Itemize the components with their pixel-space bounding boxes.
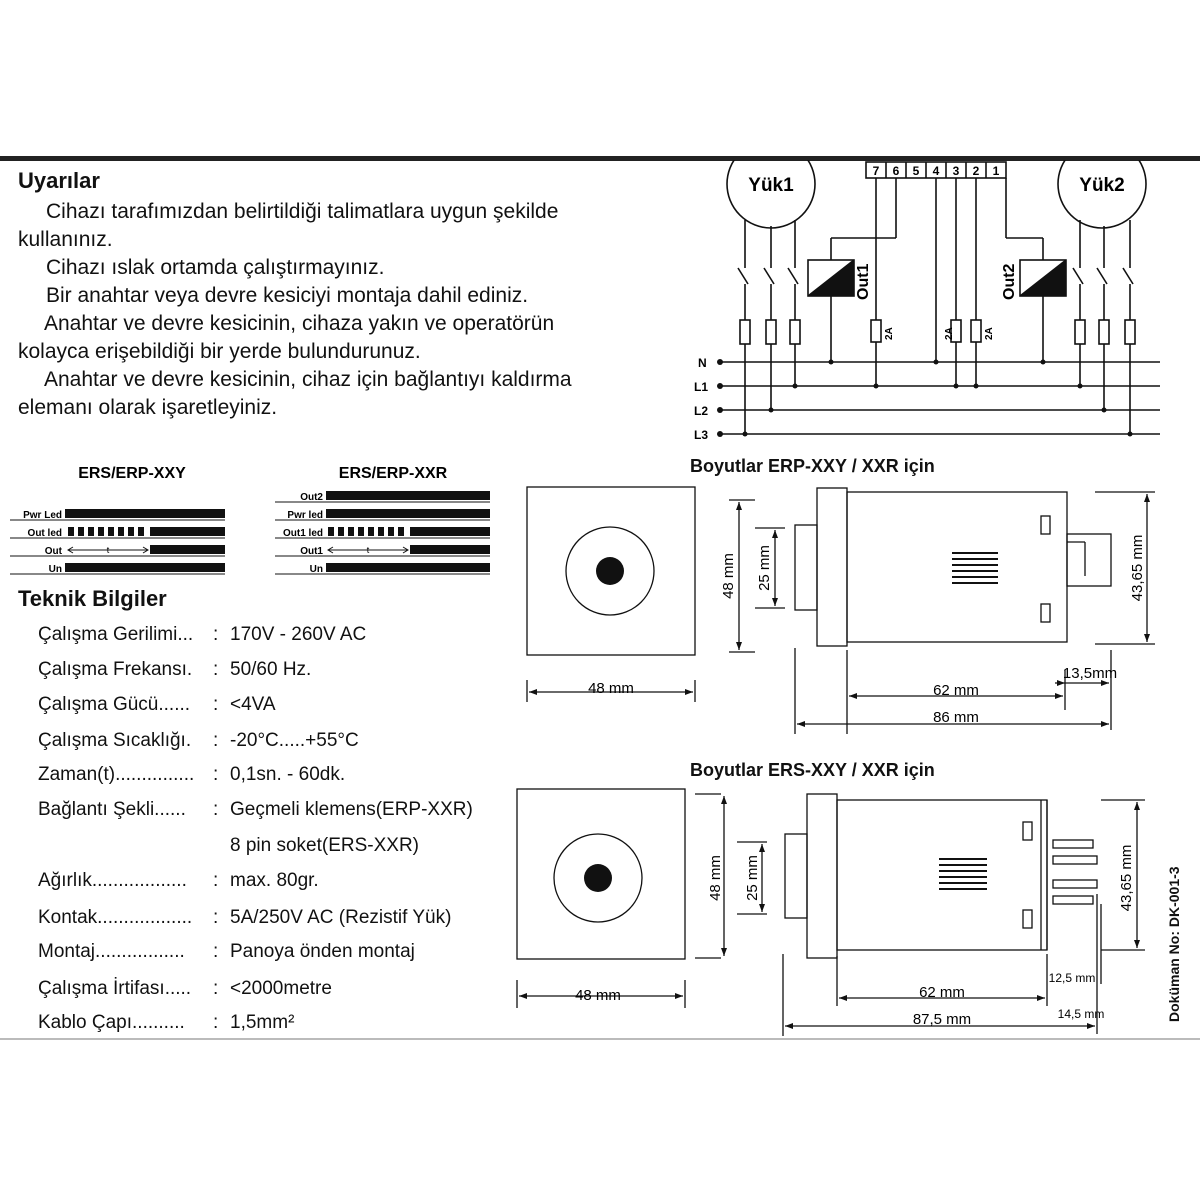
load1-label: Yük1 <box>748 175 794 196</box>
timing-left-label-1: Pwr Led <box>23 510 62 521</box>
load2-label: Yük2 <box>1079 175 1125 196</box>
erp-side-height: 43,65 mm <box>1129 534 1146 602</box>
line-l2: L2 <box>694 404 709 418</box>
timing-right-label-1: Out2 <box>300 492 323 503</box>
spec-label: Çalışma Sıcaklığı. <box>38 730 192 751</box>
terminal-6: 6 <box>892 164 900 178</box>
bottom-rule <box>0 1038 1200 1040</box>
line-n: N <box>698 356 707 370</box>
spec-label: Ağırlık.................. <box>38 870 187 891</box>
spec-label: Çalışma Frekansı. <box>38 659 193 680</box>
spec-label: Kontak.................. <box>38 907 193 928</box>
timing-left-title: ERS/ERP-XXY <box>78 465 186 482</box>
warnings-title: Uyarılar <box>18 168 100 193</box>
timing-right-title: ERS/ERP-XXR <box>338 465 448 482</box>
erp-depth2: 86 mm <box>933 709 979 726</box>
spec-value: 5A/250V AC (Rezistif Yük) <box>230 907 452 928</box>
timing-left-label-3: Out <box>44 546 62 557</box>
dims-ers-drawing <box>505 784 1165 1036</box>
spec-label: Kablo Çapı.......... <box>38 1012 185 1033</box>
terminal-3: 3 <box>952 164 960 178</box>
ers-pin1: 12,5 mm <box>1048 971 1096 985</box>
spec-label: Montaj................. <box>38 941 185 962</box>
fuse3-label: 2A <box>984 327 995 340</box>
timing-left-label-4: Un <box>48 564 62 575</box>
ers-depth2: 87,5 mm <box>912 1011 972 1028</box>
terminal-4: 4 <box>932 164 940 178</box>
spec-value: 50/60 Hz. <box>230 659 312 680</box>
line-l1: L1 <box>694 380 709 394</box>
ers-front-width: 48 mm <box>575 987 621 1004</box>
terminal-7: 7 <box>872 164 880 178</box>
spec-value: Panoya önden montaj <box>230 941 415 962</box>
erp-inner: 25 mm <box>756 545 773 591</box>
timing-left-label-2: Out led <box>27 528 62 539</box>
ers-depth1: 62 mm <box>919 984 965 1001</box>
ers-height: 48 mm <box>707 855 724 901</box>
warning-line-8: elemanı olarak işaretleyiniz. <box>18 396 278 419</box>
warning-line-5: Anahtar ve devre kesicinin, cihaza yakın ve operatörün <box>44 312 555 335</box>
spec-label: Zaman(t)............... <box>38 764 195 785</box>
spec-label: Çalışma Gerilimi... <box>38 624 194 645</box>
fuse2-label: 2A <box>944 327 955 340</box>
spec-value: <4VA <box>230 694 276 715</box>
spec-label: Bağlantı Şekli...... <box>38 799 186 820</box>
erp-depth1: 62 mm <box>933 682 979 699</box>
ers-inner: 25 mm <box>744 855 761 901</box>
erp-height: 48 mm <box>720 553 737 599</box>
specs-title: Teknik Bilgiler <box>18 586 167 611</box>
ers-side-height: 43,65 mm <box>1118 844 1135 912</box>
timing-diagrams <box>10 458 500 582</box>
spec-label: Çalışma Gücü...... <box>38 694 191 715</box>
fuse1-label: 2A <box>884 327 895 340</box>
timing-right-label-2: Pwr led <box>287 510 323 521</box>
out1-label: Out1 <box>855 263 872 300</box>
line-l3: L3 <box>694 428 709 442</box>
timing-right-t: t <box>366 545 370 555</box>
erp-term: 13,5mm <box>1062 665 1118 682</box>
spec-value: 1,5mm² <box>230 1012 295 1033</box>
dims-ers-title: Boyutlar ERS-XXY / XXR için <box>690 760 935 780</box>
terminal-5: 5 <box>912 164 920 178</box>
ers-pin2: 14,5 mm <box>1057 1007 1105 1021</box>
warning-line-2: kullanınız. <box>18 228 113 251</box>
warning-line-4: Bir anahtar veya devre kesiciyi montaja dahil ediniz. <box>46 284 529 307</box>
spec-value: Geçmeli klemens(ERP-XXR) <box>230 799 473 820</box>
warning-line-1: Cihazı tarafımızdan belirtildiği talimatlara uygun şekilde <box>46 200 559 223</box>
out2-label: Out2 <box>1001 263 1018 300</box>
warning-line-7: Anahtar ve devre kesicinin, cihaz için bağlantıyı kaldırma <box>44 368 572 391</box>
timing-right-label-5: Un <box>309 564 323 575</box>
spec-value: 0,1sn. - 60dk. <box>230 764 346 785</box>
dims-erp-drawing <box>515 480 1155 740</box>
warning-line-3: Cihazı ıslak ortamda çalıştırmayınız. <box>46 256 385 279</box>
timing-right-label-3: Out1 led <box>282 528 323 539</box>
document-number: Doküman No: DK-001-3 <box>1166 866 1182 1022</box>
spec-value: -20°C.....+55°C <box>230 730 359 751</box>
spec-value: max. 80gr. <box>230 870 319 891</box>
timing-right-label-4: Out1 <box>300 546 323 557</box>
spec-value: 8 pin soket(ERS-XXR) <box>230 835 420 856</box>
spec-value: 170V - 260V AC <box>230 624 367 645</box>
dims-erp-title: Boyutlar ERP-XXY / XXR için <box>690 456 935 476</box>
terminal-2: 2 <box>972 164 980 178</box>
spec-value: <2000metre <box>230 978 332 999</box>
erp-front-width: 48 mm <box>588 680 634 697</box>
terminal-1: 1 <box>992 164 1000 178</box>
warning-line-6: kolayca erişebildiği bir yerde bulundurunuz. <box>18 340 421 363</box>
spec-label: Çalışma İrtifası..... <box>38 978 192 999</box>
timing-left-t: t <box>106 545 110 555</box>
wiring-diagram <box>690 160 1190 450</box>
